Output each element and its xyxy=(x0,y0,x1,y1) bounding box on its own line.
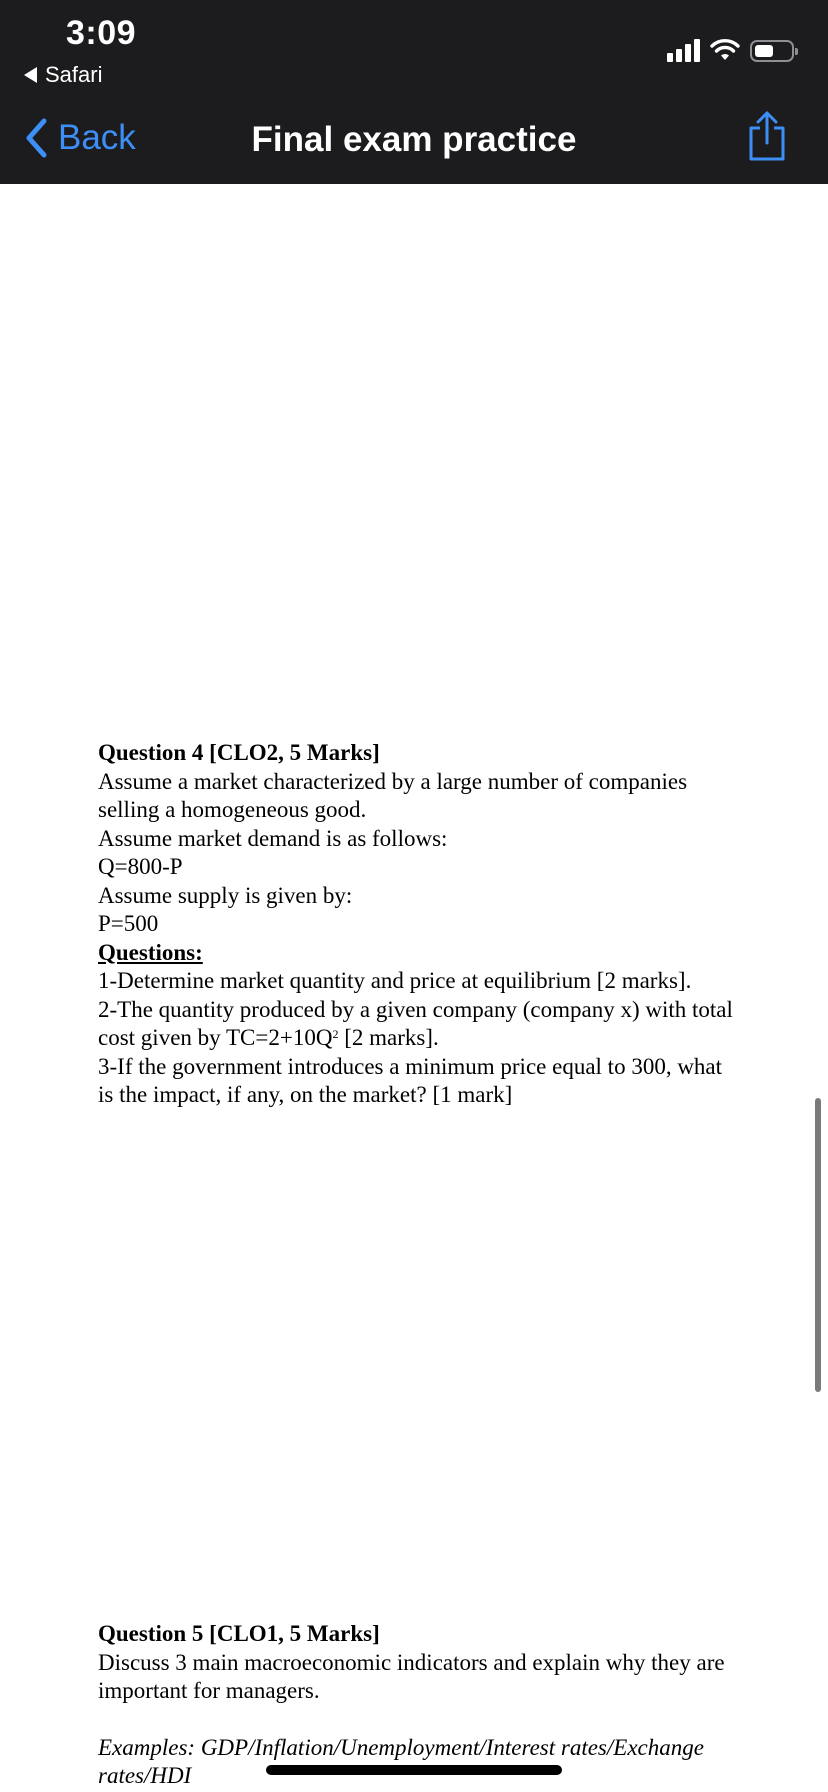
question-4-line: Assume a market characterized by a large number of companies selling a homogeneous good. xyxy=(98,768,688,822)
question-4-line: Assume market demand is as follows: xyxy=(98,825,448,851)
battery-icon xyxy=(750,40,794,62)
share-icon xyxy=(746,110,788,162)
back-to-safari-link[interactable] xyxy=(24,62,102,88)
cellular-signal-icon xyxy=(667,38,700,62)
wifi-icon xyxy=(710,38,740,62)
question-4-item-1: 1-Determine market quantity and price at equilibrium [2 marks]. xyxy=(98,968,692,993)
top-bar xyxy=(0,0,828,184)
question-4-line: Q=800-P xyxy=(98,854,183,879)
back-triangle-icon xyxy=(24,67,37,83)
share-button[interactable] xyxy=(746,110,788,167)
question-4-title: Question 4 [CLO2, 5 Marks] xyxy=(98,740,380,765)
questions-heading: Questions: xyxy=(98,939,203,965)
page-title: Final exam practice xyxy=(251,120,577,159)
home-indicator[interactable] xyxy=(266,1765,562,1775)
question-5-examples: Examples: GDP/Inflation/Unemployment/Interest rates/Exchange rates/HDI xyxy=(98,1734,704,1788)
back-app-label: Safari xyxy=(45,62,103,87)
question-5-body: Discuss 3 main macroeconomic indicators and explain why they are important for managers. xyxy=(98,1649,725,1703)
status-time: 3:09 xyxy=(66,14,137,52)
question-4-item-3: 3-If the government introduces a minimum price equal to 300, what is the impact, if any, on the market? [1 mark] xyxy=(98,1053,723,1107)
scrollbar[interactable] xyxy=(815,1098,821,1392)
status-icons xyxy=(667,36,794,62)
question-4-line: Assume supply is given by: xyxy=(98,882,353,908)
question-4-item-2: 2-The quantity produced by a given company (company x) with total cost given by $TC=2+10Q^2$ [2 marks]. xyxy=(98,996,733,1050)
nav-back-label: Back xyxy=(58,118,136,157)
question-5-title: Question 5 [CLO1, 5 Marks] xyxy=(98,1621,380,1646)
question-4-line: P=500 xyxy=(98,911,159,936)
question-4-block xyxy=(98,739,738,1110)
